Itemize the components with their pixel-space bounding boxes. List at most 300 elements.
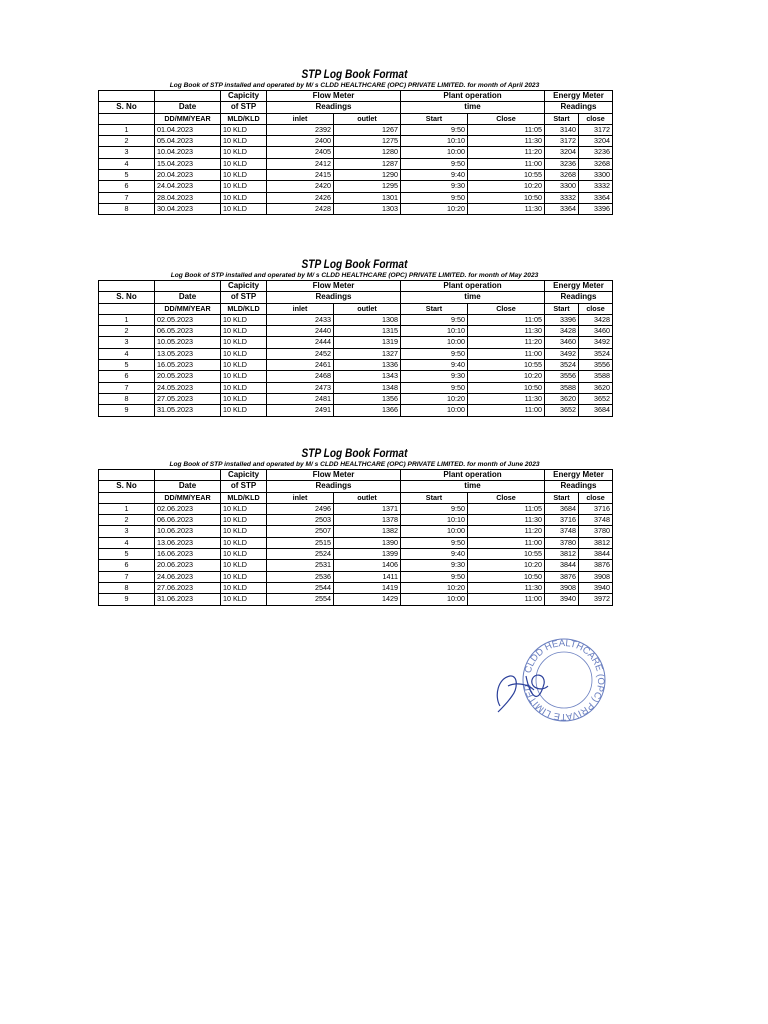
cell-plant-start: 9:50: [401, 124, 468, 135]
cell-plant-close: 11:30: [468, 326, 545, 337]
cell-plant-start: 10:10: [401, 515, 468, 526]
table-row: [99, 337, 613, 348]
cell-inlet: 2392: [267, 124, 334, 135]
cell-plant-close: 11:30: [468, 136, 545, 147]
cell-plant-start: 10:10: [401, 326, 468, 337]
cell-energy-close: 3428: [579, 314, 613, 325]
capacity-unit-subheader: MLD/KLD: [221, 303, 267, 314]
energy-start-subheader: Start: [545, 303, 579, 314]
cell-energy-start: 3140: [545, 124, 579, 135]
cell-energy-close: 3300: [579, 170, 613, 181]
cell-capacity: 10 KLD: [221, 192, 267, 203]
date-header: Date: [155, 481, 221, 492]
cell-plant-start: 9:30: [401, 371, 468, 382]
cell-capacity: 10 KLD: [221, 515, 267, 526]
cell-outlet: 1356: [334, 393, 401, 404]
cell-inlet: 2428: [267, 203, 334, 214]
cell-plant-start: 9:30: [401, 181, 468, 192]
cell-energy-start: 3908: [545, 582, 579, 593]
flow-meter-header-line2: Readings: [267, 102, 401, 113]
capacity-header-line2: of STP: [221, 481, 267, 492]
cell-plant-close: 10:50: [468, 382, 545, 393]
cell-capacity: 10 KLD: [221, 537, 267, 548]
cell-plant-start: 9:40: [401, 549, 468, 560]
cell-date: 15.04.2023: [155, 158, 221, 169]
cell-date: 10.05.2023: [155, 337, 221, 348]
cell-energy-close: 3204: [579, 136, 613, 147]
cell-date: 27.06.2023: [155, 582, 221, 593]
cell-date: 20.06.2023: [155, 560, 221, 571]
date-header: Date: [155, 102, 221, 113]
energy-start-subheader: Start: [545, 492, 579, 503]
cell-sno: 2: [99, 515, 155, 526]
cell-capacity: 10 KLD: [221, 526, 267, 537]
cell-energy-start: 3876: [545, 571, 579, 582]
sno-subheader-blank: [99, 492, 155, 503]
cell-inlet: 2412: [267, 158, 334, 169]
cell-energy-close: 3556: [579, 360, 613, 371]
cell-energy-start: 3364: [545, 203, 579, 214]
cell-inlet: 2507: [267, 526, 334, 537]
sno-header-blank: [99, 470, 155, 481]
cell-plant-close: 11:00: [468, 594, 545, 605]
cell-sno: 6: [99, 181, 155, 192]
energy-meter-header-line1: Energy Meter: [545, 281, 613, 292]
cell-energy-close: 3236: [579, 147, 613, 158]
sno-subheader-blank: [99, 113, 155, 124]
table-row: [99, 382, 613, 393]
outlet-subheader: outlet: [334, 113, 401, 124]
cell-outlet: 1280: [334, 147, 401, 158]
cell-date: 06.05.2023: [155, 326, 221, 337]
inlet-subheader: inlet: [267, 492, 334, 503]
cell-sno: 3: [99, 147, 155, 158]
plant-operation-header-line1: Plant operation: [401, 91, 545, 102]
cell-date: 06.06.2023: [155, 515, 221, 526]
cell-sno: 1: [99, 503, 155, 514]
cell-plant-start: 10:00: [401, 405, 468, 416]
cell-outlet: 1308: [334, 314, 401, 325]
header-row-2: [99, 102, 613, 113]
capacity-header-line2: of STP: [221, 102, 267, 113]
cell-sno: 1: [99, 314, 155, 325]
subheader-row: [99, 492, 613, 503]
cell-energy-close: 3332: [579, 181, 613, 192]
table-row: [99, 314, 613, 325]
table-row: [99, 124, 613, 135]
cell-energy-start: 3236: [545, 158, 579, 169]
cell-energy-start: 3460: [545, 337, 579, 348]
flow-meter-header-line2: Readings: [267, 481, 401, 492]
cell-sno: 6: [99, 560, 155, 571]
cell-energy-start: 3268: [545, 170, 579, 181]
header-row-1: [99, 281, 613, 292]
header-row-1: [99, 91, 613, 102]
log-table: [98, 280, 613, 417]
cell-plant-start: 10:00: [401, 594, 468, 605]
table-row: [99, 147, 613, 158]
table-row: [99, 582, 613, 593]
cell-energy-close: 3588: [579, 371, 613, 382]
plant-start-subheader: Start: [401, 303, 468, 314]
plant-operation-header-line2: time: [401, 102, 545, 113]
cell-sno: 8: [99, 393, 155, 404]
cell-date: 05.04.2023: [155, 136, 221, 147]
cell-energy-close: 3460: [579, 326, 613, 337]
cell-energy-start: 3204: [545, 147, 579, 158]
cell-capacity: 10 KLD: [221, 503, 267, 514]
cell-energy-close: 3396: [579, 203, 613, 214]
cell-date: 13.05.2023: [155, 348, 221, 359]
cell-energy-start: 3524: [545, 360, 579, 371]
cell-energy-start: 3172: [545, 136, 579, 147]
cell-capacity: 10 KLD: [221, 371, 267, 382]
cell-sno: 4: [99, 537, 155, 548]
cell-sno: 9: [99, 405, 155, 416]
cell-sno: 1: [99, 124, 155, 135]
cell-energy-start: 3780: [545, 537, 579, 548]
cell-outlet: 1301: [334, 192, 401, 203]
log-section: [98, 258, 611, 417]
log-section: [98, 447, 611, 606]
cell-outlet: 1378: [334, 515, 401, 526]
cell-plant-start: 9:40: [401, 170, 468, 181]
cell-inlet: 2468: [267, 371, 334, 382]
cell-capacity: 10 KLD: [221, 170, 267, 181]
inlet-subheader: inlet: [267, 113, 334, 124]
date-format-subheader: DD/MM/YEAR: [155, 113, 221, 124]
cell-outlet: 1315: [334, 326, 401, 337]
section-subtitle: Log Book of STP installed and operated by M/ s CLDD HEALTHCARE (OPC) PRIVATE LIMITED. for month of April 2023: [169, 82, 540, 89]
plant-operation-header-line2: time: [401, 292, 545, 303]
cell-sno: 5: [99, 549, 155, 560]
cell-energy-close: 3972: [579, 594, 613, 605]
stamp-text-path: CLDD HEALTHCARE (OPC) PRIVATE LIMITED: [522, 637, 607, 723]
cell-inlet: 2473: [267, 382, 334, 393]
cell-plant-close: 11:30: [468, 393, 545, 404]
cell-sno: 5: [99, 170, 155, 181]
cell-sno: 2: [99, 326, 155, 337]
cell-inlet: 2554: [267, 594, 334, 605]
cell-inlet: 2481: [267, 393, 334, 404]
cell-outlet: 1287: [334, 158, 401, 169]
cell-capacity: 10 KLD: [221, 181, 267, 192]
capacity-header-line1: Capicity: [221, 470, 267, 481]
plant-start-subheader: Start: [401, 113, 468, 124]
capacity-header-line1: Capicity: [221, 281, 267, 292]
cell-inlet: 2544: [267, 582, 334, 593]
section-title: STP Log Book Format: [301, 69, 408, 81]
log-table: [98, 90, 613, 215]
table-row: [99, 192, 613, 203]
cell-date: 31.06.2023: [155, 594, 221, 605]
plant-close-subheader: Close: [468, 303, 545, 314]
cell-inlet: 2524: [267, 549, 334, 560]
table-row: [99, 360, 613, 371]
flow-meter-header-line1: Flow Meter: [267, 91, 401, 102]
cell-plant-close: 11:00: [468, 158, 545, 169]
subheader-row: [99, 113, 613, 124]
cell-plant-close: 11:05: [468, 314, 545, 325]
table-row: [99, 158, 613, 169]
cell-capacity: 10 KLD: [221, 549, 267, 560]
cell-plant-close: 11:30: [468, 515, 545, 526]
cell-date: 10.04.2023: [155, 147, 221, 158]
energy-close-subheader: close: [579, 303, 613, 314]
cell-sno: 4: [99, 158, 155, 169]
cell-plant-start: 10:00: [401, 526, 468, 537]
cell-sno: 8: [99, 203, 155, 214]
cell-inlet: 2426: [267, 192, 334, 203]
cell-plant-close: 11:30: [468, 582, 545, 593]
cell-plant-start: 10:20: [401, 582, 468, 593]
section-subtitle: Log Book of STP installed and operated by M/ s CLDD HEALTHCARE (OPC) PRIVATE LIMITED. for month of June 2023: [169, 461, 540, 468]
energy-meter-header-line1: Energy Meter: [545, 470, 613, 481]
cell-capacity: 10 KLD: [221, 382, 267, 393]
cell-sno: 3: [99, 337, 155, 348]
table-row: [99, 393, 613, 404]
cell-plant-close: 11:05: [468, 503, 545, 514]
cell-plant-start: 9:50: [401, 503, 468, 514]
cell-inlet: 2531: [267, 560, 334, 571]
cell-outlet: 1429: [334, 594, 401, 605]
outlet-subheader: outlet: [334, 303, 401, 314]
energy-meter-header-line2: Readings: [545, 292, 613, 303]
cell-sno: 6: [99, 371, 155, 382]
cell-plant-close: 11:20: [468, 337, 545, 348]
cell-plant-close: 11:00: [468, 537, 545, 548]
table-row: [99, 181, 613, 192]
cell-date: 30.04.2023: [155, 203, 221, 214]
cell-inlet: 2405: [267, 147, 334, 158]
cell-energy-start: 3812: [545, 549, 579, 560]
cell-energy-start: 3300: [545, 181, 579, 192]
cell-energy-close: 3364: [579, 192, 613, 203]
flow-meter-header-line1: Flow Meter: [267, 281, 401, 292]
cell-inlet: 2420: [267, 181, 334, 192]
cell-capacity: 10 KLD: [221, 203, 267, 214]
sno-header: S. No: [99, 481, 155, 492]
cell-capacity: 10 KLD: [221, 348, 267, 359]
cell-outlet: 1382: [334, 526, 401, 537]
cell-date: 02.06.2023: [155, 503, 221, 514]
outlet-subheader: outlet: [334, 492, 401, 503]
table-row: [99, 560, 613, 571]
cell-plant-start: 10:00: [401, 337, 468, 348]
date-header: Date: [155, 292, 221, 303]
cell-capacity: 10 KLD: [221, 337, 267, 348]
date-header-blank: [155, 91, 221, 102]
date-header-blank: [155, 281, 221, 292]
cell-plant-start: 9:40: [401, 360, 468, 371]
cell-date: 20.04.2023: [155, 170, 221, 181]
cell-energy-start: 3844: [545, 560, 579, 571]
plant-close-subheader: Close: [468, 113, 545, 124]
cell-energy-close: 3716: [579, 503, 613, 514]
cell-inlet: 2440: [267, 326, 334, 337]
cell-energy-start: 3940: [545, 594, 579, 605]
cell-date: 10.06.2023: [155, 526, 221, 537]
cell-capacity: 10 KLD: [221, 571, 267, 582]
cell-outlet: 1371: [334, 503, 401, 514]
cell-energy-close: 3844: [579, 549, 613, 560]
cell-outlet: 1303: [334, 203, 401, 214]
cell-outlet: 1419: [334, 582, 401, 593]
cell-outlet: 1327: [334, 348, 401, 359]
cell-capacity: 10 KLD: [221, 560, 267, 571]
cell-energy-close: 3652: [579, 393, 613, 404]
cell-capacity: 10 KLD: [221, 360, 267, 371]
cell-inlet: 2515: [267, 537, 334, 548]
cell-energy-start: 3620: [545, 393, 579, 404]
cell-energy-close: 3908: [579, 571, 613, 582]
capacity-unit-subheader: MLD/KLD: [221, 492, 267, 503]
cell-date: 13.06.2023: [155, 537, 221, 548]
capacity-header-line1: Capicity: [221, 91, 267, 102]
cell-capacity: 10 KLD: [221, 124, 267, 135]
cell-date: 31.05.2023: [155, 405, 221, 416]
date-format-subheader: DD/MM/YEAR: [155, 303, 221, 314]
cell-outlet: 1411: [334, 571, 401, 582]
energy-close-subheader: close: [579, 113, 613, 124]
cell-outlet: 1319: [334, 337, 401, 348]
cell-energy-close: 3524: [579, 348, 613, 359]
cell-plant-start: 9:50: [401, 382, 468, 393]
energy-meter-header-line1: Energy Meter: [545, 91, 613, 102]
cell-plant-start: 9:30: [401, 560, 468, 571]
cell-energy-start: 3396: [545, 314, 579, 325]
cell-inlet: 2503: [267, 515, 334, 526]
cell-outlet: 1343: [334, 371, 401, 382]
cell-outlet: 1390: [334, 537, 401, 548]
cell-date: 16.06.2023: [155, 549, 221, 560]
cell-plant-start: 10:00: [401, 147, 468, 158]
capacity-unit-subheader: MLD/KLD: [221, 113, 267, 124]
cell-inlet: 2461: [267, 360, 334, 371]
subheader-row: [99, 303, 613, 314]
energy-close-subheader: close: [579, 492, 613, 503]
cell-inlet: 2491: [267, 405, 334, 416]
cell-inlet: 2536: [267, 571, 334, 582]
table-row: [99, 203, 613, 214]
stamp-text: [522, 638, 606, 722]
cell-capacity: 10 KLD: [221, 582, 267, 593]
cell-capacity: 10 KLD: [221, 314, 267, 325]
cell-plant-close: 10:50: [468, 192, 545, 203]
table-row: [99, 503, 613, 514]
table-row: [99, 136, 613, 147]
cell-sno: 4: [99, 348, 155, 359]
cell-energy-close: 3172: [579, 124, 613, 135]
cell-plant-start: 9:50: [401, 192, 468, 203]
cell-capacity: 10 KLD: [221, 136, 267, 147]
date-header-blank: [155, 470, 221, 481]
cell-plant-close: 10:55: [468, 170, 545, 181]
table-row: [99, 515, 613, 526]
plant-operation-header-line1: Plant operation: [401, 470, 545, 481]
flow-meter-header-line1: Flow Meter: [267, 470, 401, 481]
cell-energy-start: 3748: [545, 526, 579, 537]
header-row-1: [99, 470, 613, 481]
cell-energy-close: 3620: [579, 382, 613, 393]
cell-plant-close: 11:00: [468, 405, 545, 416]
cell-energy-start: 3588: [545, 382, 579, 393]
cell-outlet: 1406: [334, 560, 401, 571]
sno-header-blank: [99, 91, 155, 102]
sno-subheader-blank: [99, 303, 155, 314]
cell-plant-close: 11:30: [468, 203, 545, 214]
cell-capacity: 10 KLD: [221, 405, 267, 416]
cell-plant-start: 10:20: [401, 393, 468, 404]
cell-date: 02.05.2023: [155, 314, 221, 325]
cell-outlet: 1336: [334, 360, 401, 371]
cell-energy-close: 3492: [579, 337, 613, 348]
cell-energy-close: 3812: [579, 537, 613, 548]
cell-capacity: 10 KLD: [221, 393, 267, 404]
cell-plant-close: 10:20: [468, 181, 545, 192]
cell-plant-start: 10:20: [401, 203, 468, 214]
table-row: [99, 371, 613, 382]
cell-sno: 5: [99, 360, 155, 371]
cell-inlet: 2496: [267, 503, 334, 514]
plant-close-subheader: Close: [468, 492, 545, 503]
cell-outlet: 1348: [334, 382, 401, 393]
cell-plant-close: 10:20: [468, 560, 545, 571]
table-row: [99, 526, 613, 537]
cell-plant-close: 10:50: [468, 571, 545, 582]
cell-plant-close: 10:55: [468, 549, 545, 560]
log-section: [98, 68, 611, 215]
table-row: [99, 571, 613, 582]
cell-plant-close: 11:20: [468, 147, 545, 158]
cell-outlet: 1366: [334, 405, 401, 416]
cell-energy-close: 3940: [579, 582, 613, 593]
cell-plant-start: 9:50: [401, 158, 468, 169]
cell-sno: 2: [99, 136, 155, 147]
cell-plant-start: 10:10: [401, 136, 468, 147]
cell-sno: 3: [99, 526, 155, 537]
table-row: [99, 326, 613, 337]
inlet-subheader: inlet: [267, 303, 334, 314]
cell-date: 24.06.2023: [155, 571, 221, 582]
company-stamp-signature: [488, 636, 612, 728]
section-subtitle: Log Book of STP installed and operated by M/ s CLDD HEALTHCARE (OPC) PRIVATE LIMITED. for month of May 2023: [170, 272, 539, 279]
date-format-subheader: DD/MM/YEAR: [155, 492, 221, 503]
cell-energy-start: 3332: [545, 192, 579, 203]
cell-outlet: 1295: [334, 181, 401, 192]
cell-date: 24.04.2023: [155, 181, 221, 192]
energy-meter-header-line2: Readings: [545, 481, 613, 492]
cell-energy-start: 3428: [545, 326, 579, 337]
cell-inlet: 2400: [267, 136, 334, 147]
cell-plant-start: 9:50: [401, 537, 468, 548]
cell-energy-close: 3780: [579, 526, 613, 537]
cell-inlet: 2415: [267, 170, 334, 181]
header-row-2: [99, 481, 613, 492]
cell-sno: 7: [99, 382, 155, 393]
cell-capacity: 10 KLD: [221, 158, 267, 169]
cell-energy-close: 3268: [579, 158, 613, 169]
section-title: STP Log Book Format: [301, 259, 408, 271]
cell-outlet: 1399: [334, 549, 401, 560]
cell-plant-start: 9:50: [401, 571, 468, 582]
table-row: [99, 348, 613, 359]
cell-inlet: 2433: [267, 314, 334, 325]
plant-start-subheader: Start: [401, 492, 468, 503]
energy-meter-header-line2: Readings: [545, 102, 613, 113]
cell-date: 20.05.2023: [155, 371, 221, 382]
cell-capacity: 10 KLD: [221, 147, 267, 158]
